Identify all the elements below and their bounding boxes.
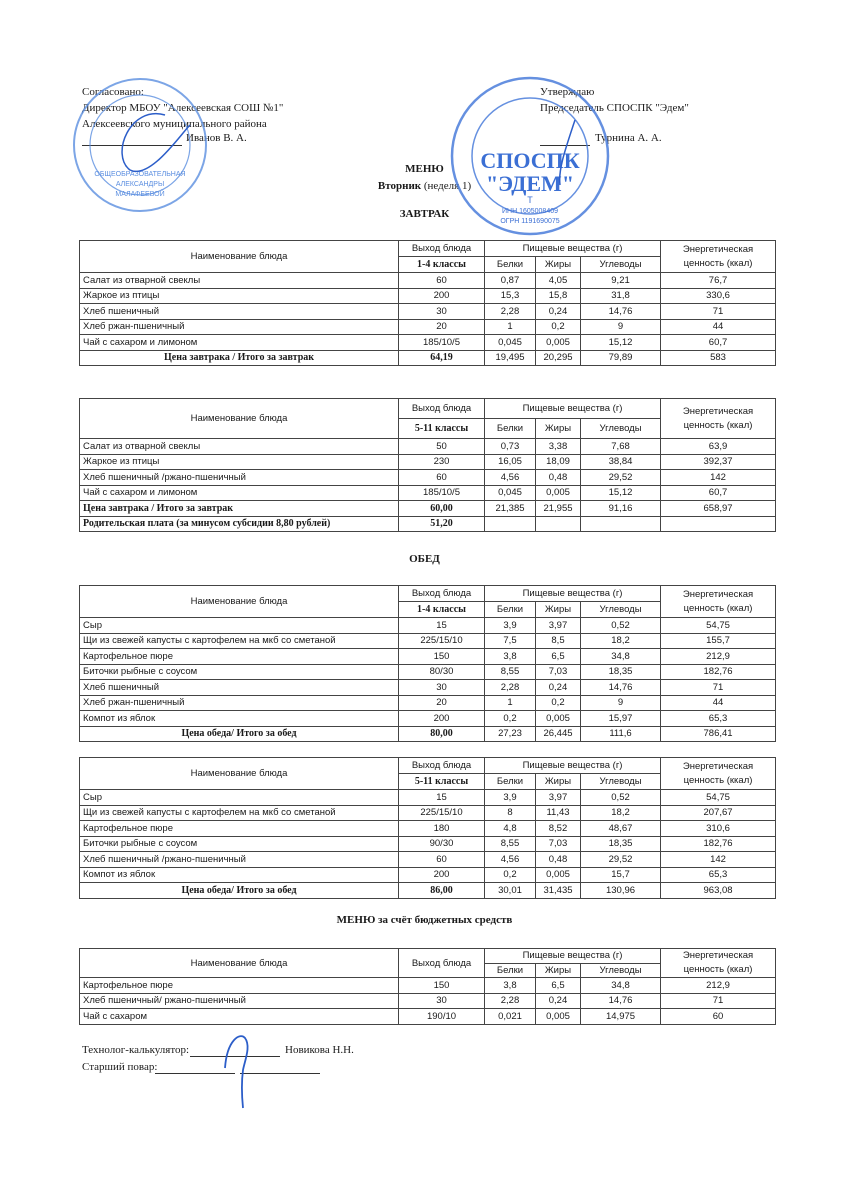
energy — [661, 516, 776, 532]
carbs: 15,7 — [581, 867, 661, 883]
carbs: 0,52 — [581, 790, 661, 806]
parent-fee-row — [80, 516, 776, 532]
protein: 2,28 — [485, 304, 536, 320]
protein: 3,9 — [485, 618, 536, 634]
fat: 0,48 — [536, 852, 581, 868]
dish-name: Биточки рыбные с соусом — [80, 664, 399, 680]
carbs: 15,12 — [581, 335, 661, 351]
protein: 19,495 — [485, 350, 536, 366]
header-nutrients: Пищевые вещества (г) — [485, 949, 661, 964]
protein: 15,3 — [485, 288, 536, 304]
stamp-main-text: СПОСПК — [480, 148, 580, 173]
fat: 7,03 — [536, 664, 581, 680]
energy: 65,3 — [661, 867, 776, 883]
yield: 180 — [399, 821, 485, 837]
energy: 330,6 — [661, 288, 776, 304]
fat: 21,955 — [536, 501, 581, 517]
header-nutrients: Пищевые вещества (г) — [485, 758, 661, 774]
dish-name: Чай с сахаром — [80, 1009, 399, 1025]
protein: 0,73 — [485, 439, 536, 455]
dish-name: Щи из свежей капусты с картофелем на мкб со сметаной — [80, 633, 399, 649]
energy: 71 — [661, 304, 776, 320]
carbs: 14,975 — [581, 1009, 661, 1025]
table-row — [80, 978, 776, 994]
carbs: 34,8 — [581, 978, 661, 994]
yield: 150 — [399, 649, 485, 665]
energy: 44 — [661, 695, 776, 711]
table-row — [80, 470, 776, 486]
header-yield: Выход блюда — [399, 758, 485, 774]
energy: 71 — [661, 680, 776, 696]
dish-name: Хлеб пшеничный /ржано-пшеничный — [80, 470, 399, 486]
dish-name: Хлеб пшеничный/ ржано-пшеничный — [80, 993, 399, 1009]
protein: 8,55 — [485, 836, 536, 852]
energy: 76,7 — [661, 273, 776, 289]
carbs: 14,76 — [581, 993, 661, 1009]
table-row — [80, 454, 776, 470]
header-dish-name: Наименование блюда — [80, 399, 399, 439]
protein: 4,56 — [485, 470, 536, 486]
header-protein: Белки — [485, 602, 536, 618]
carbs: 34,8 — [581, 649, 661, 665]
protein: 2,28 — [485, 680, 536, 696]
yield: 15 — [399, 618, 485, 634]
energy: 60,7 — [661, 335, 776, 351]
energy: 54,75 — [661, 790, 776, 806]
header-row — [80, 399, 776, 419]
stamp-letter: Т — [527, 195, 533, 205]
header-fat: Жиры — [536, 419, 581, 439]
header-energy: Энергетическая ценность (ккал) — [661, 241, 776, 273]
table-row — [80, 649, 776, 665]
yield: 30 — [399, 304, 485, 320]
header-fat: Жиры — [536, 774, 581, 790]
energy: 786,41 — [661, 726, 776, 742]
yield: 15 — [399, 790, 485, 806]
table-row — [80, 867, 776, 883]
header-yield: Выход блюда — [399, 949, 485, 978]
yield: 90/30 — [399, 836, 485, 852]
header-fat: Жиры — [536, 963, 581, 978]
fat: 0,24 — [536, 680, 581, 696]
header-fat: Жиры — [536, 257, 581, 273]
fat: 3,38 — [536, 439, 581, 455]
dish-name: Биточки рыбные с соусом — [80, 836, 399, 852]
protein: 0,2 — [485, 867, 536, 883]
fat: 31,435 — [536, 883, 581, 899]
dish-name: Хлеб ржан-пшеничный — [80, 695, 399, 711]
dish-name: Хлеб ржан-пшеничный — [80, 319, 399, 335]
fat: 15,8 — [536, 288, 581, 304]
week-label: (неделя 1) — [421, 180, 472, 192]
header-protein: Белки — [485, 774, 536, 790]
fat: 4,05 — [536, 273, 581, 289]
breakfast-title: ЗАВТРАК — [399, 208, 450, 220]
breakfast-table-5-11 — [79, 398, 776, 532]
approve-signature-line — [540, 133, 590, 146]
dish-name: Компот из яблок — [80, 711, 399, 727]
fat: 0,005 — [536, 335, 581, 351]
protein: 8,55 — [485, 664, 536, 680]
yield: 230 — [399, 454, 485, 470]
header-yield: Выход блюда — [399, 399, 485, 419]
energy: 392,37 — [661, 454, 776, 470]
protein: 1 — [485, 319, 536, 335]
total-row — [80, 726, 776, 742]
energy: 583 — [661, 350, 776, 366]
protein: 8 — [485, 805, 536, 821]
yield: 60,00 — [399, 501, 485, 517]
header-carbs: Углеводы — [581, 963, 661, 978]
cook-signature-line-2 — [240, 1061, 320, 1074]
table-row — [80, 618, 776, 634]
table-row — [80, 680, 776, 696]
carbs: 15,12 — [581, 485, 661, 501]
table-row — [80, 821, 776, 837]
energy: 142 — [661, 470, 776, 486]
energy: 60 — [661, 1009, 776, 1025]
budget-table — [79, 948, 776, 1025]
carbs: 31,8 — [581, 288, 661, 304]
carbs: 48,67 — [581, 821, 661, 837]
table-row — [80, 852, 776, 868]
yield: 51,20 — [399, 516, 485, 532]
fat: 11,43 — [536, 805, 581, 821]
protein: 3,8 — [485, 649, 536, 665]
cook-label: Старший повар: — [82, 1061, 158, 1073]
carbs — [581, 516, 661, 532]
yield: 60 — [399, 273, 485, 289]
energy: 963,08 — [661, 883, 776, 899]
yield: 150 — [399, 978, 485, 994]
protein: 7,5 — [485, 633, 536, 649]
yield: 64,19 — [399, 350, 485, 366]
dish-name: Хлеб пшеничный — [80, 680, 399, 696]
header-energy: Энергетическая ценность (ккал) — [661, 949, 776, 978]
carbs: 29,52 — [581, 852, 661, 868]
dish-name: Цена обеда/ Итого за обед — [80, 883, 399, 899]
protein: 4,56 — [485, 852, 536, 868]
technologist-signature-line — [190, 1044, 280, 1057]
agreed-signature-line — [82, 133, 182, 146]
lunch-table-1-4 — [79, 585, 776, 742]
protein: 0,87 — [485, 273, 536, 289]
yield: 185/10/5 — [399, 485, 485, 501]
protein: 4,8 — [485, 821, 536, 837]
energy: 60,7 — [661, 485, 776, 501]
yield: 225/15/10 — [399, 633, 485, 649]
header-class-group: 1-4 классы — [399, 257, 485, 273]
energy: 207,67 — [661, 805, 776, 821]
header-carbs: Углеводы — [581, 419, 661, 439]
fat: 26,445 — [536, 726, 581, 742]
dish-name: Сыр — [80, 618, 399, 634]
total-row — [80, 883, 776, 899]
energy: 54,75 — [661, 618, 776, 634]
approve-name: Турнина А. А. — [595, 132, 662, 144]
fat: 8,5 — [536, 633, 581, 649]
agreed-district: Алексеевского муниципального района — [82, 118, 267, 130]
header-row — [80, 586, 776, 602]
yield: 86,00 — [399, 883, 485, 899]
carbs: 9 — [581, 319, 661, 335]
energy: 44 — [661, 319, 776, 335]
fat: 0,005 — [536, 867, 581, 883]
fat: 8,52 — [536, 821, 581, 837]
energy: 63,9 — [661, 439, 776, 455]
carbs: 18,35 — [581, 836, 661, 852]
yield: 20 — [399, 695, 485, 711]
carbs: 29,52 — [581, 470, 661, 486]
table-row — [80, 695, 776, 711]
yield: 50 — [399, 439, 485, 455]
yield: 200 — [399, 288, 485, 304]
yield: 30 — [399, 680, 485, 696]
header-dish-name: Наименование блюда — [80, 758, 399, 790]
carbs: 9,21 — [581, 273, 661, 289]
protein: 3,9 — [485, 790, 536, 806]
yield: 60 — [399, 852, 485, 868]
agreed-name: Иванов В. А. — [186, 132, 247, 144]
lunch-title: ОБЕД — [409, 553, 440, 565]
energy: 142 — [661, 852, 776, 868]
breakfast-table-1-4 — [79, 240, 776, 366]
total-row — [80, 501, 776, 517]
fat: 0,005 — [536, 485, 581, 501]
energy: 71 — [661, 993, 776, 1009]
carbs: 14,76 — [581, 680, 661, 696]
fat: 0,24 — [536, 304, 581, 320]
carbs: 15,97 — [581, 711, 661, 727]
protein — [485, 516, 536, 532]
carbs: 91,16 — [581, 501, 661, 517]
menu-title: МЕНЮ — [405, 163, 444, 175]
protein: 0,021 — [485, 1009, 536, 1025]
header-class-group: 5-11 классы — [399, 774, 485, 790]
header-row — [80, 241, 776, 257]
approve-chair: Председатель СПОСПК "Эдем" — [540, 102, 689, 114]
header-yield: Выход блюда — [399, 241, 485, 257]
header-energy: Энергетическая ценность (ккал) — [661, 399, 776, 439]
table-row — [80, 633, 776, 649]
fat: 0,2 — [536, 695, 581, 711]
carbs: 18,2 — [581, 633, 661, 649]
agreed-director: Директор МБОУ "Алексеевская СОШ №1" — [82, 102, 284, 114]
carbs: 18,35 — [581, 664, 661, 680]
lunch-table-5-11 — [79, 757, 776, 899]
dish-name: Чай с сахаром и лимоном — [80, 485, 399, 501]
protein: 0,045 — [485, 335, 536, 351]
yield: 20 — [399, 319, 485, 335]
menu-day — [0, 180, 849, 192]
dish-name: Жаркое из птицы — [80, 454, 399, 470]
protein: 16,05 — [485, 454, 536, 470]
carbs: 79,89 — [581, 350, 661, 366]
header-dish-name: Наименование блюда — [80, 241, 399, 273]
protein: 21,385 — [485, 501, 536, 517]
yield: 80,00 — [399, 726, 485, 742]
table-row — [80, 485, 776, 501]
header-protein: Белки — [485, 257, 536, 273]
table-row — [80, 273, 776, 289]
table-row — [80, 836, 776, 852]
fat: 6,5 — [536, 978, 581, 994]
header-row — [80, 758, 776, 774]
fat: 0,2 — [536, 319, 581, 335]
energy: 155,7 — [661, 633, 776, 649]
cook-signature-line — [155, 1061, 235, 1074]
header-carbs: Углеводы — [581, 257, 661, 273]
header-class-group: 5-11 классы — [399, 419, 485, 439]
protein: 30,01 — [485, 883, 536, 899]
dish-name: Хлеб пшеничный /ржано-пшеничный — [80, 852, 399, 868]
table-row — [80, 993, 776, 1009]
header-row — [80, 949, 776, 964]
protein: 0,2 — [485, 711, 536, 727]
dish-name: Жаркое из птицы — [80, 288, 399, 304]
yield: 80/30 — [399, 664, 485, 680]
header-energy: Энергетическая ценность (ккал) — [661, 586, 776, 618]
energy: 658,97 — [661, 501, 776, 517]
header-protein: Белки — [485, 963, 536, 978]
budget-menu-title: МЕНЮ за счёт бюджетных средств — [336, 914, 513, 926]
dish-name: Сыр — [80, 790, 399, 806]
fat: 0,005 — [536, 1009, 581, 1025]
dish-name: Цена завтрака / Итого за завтрак — [80, 350, 399, 366]
fat — [536, 516, 581, 532]
yield: 30 — [399, 993, 485, 1009]
energy: 212,9 — [661, 978, 776, 994]
svg-text:АЛЕКСАНДРЫ: АЛЕКСАНДРЫ — [115, 181, 165, 188]
fat: 20,295 — [536, 350, 581, 366]
yield: 225/15/10 — [399, 805, 485, 821]
svg-text:МАЛАФЕЕВОЙ: МАЛАФЕЕВОЙ — [115, 191, 165, 198]
yield: 200 — [399, 711, 485, 727]
energy: 310,6 — [661, 821, 776, 837]
dish-name: Салат из отварной свеклы — [80, 273, 399, 289]
header-dish-name: Наименование блюда — [80, 949, 399, 978]
yield: 60 — [399, 470, 485, 486]
header-nutrients: Пищевые вещества (г) — [485, 586, 661, 602]
header-carbs: Углеводы — [581, 602, 661, 618]
total-row — [80, 350, 776, 366]
stamp-inn: ИНН 1605008409 — [501, 208, 559, 215]
fat: 3,97 — [536, 618, 581, 634]
header-nutrients: Пищевые вещества (г) — [485, 399, 661, 419]
table-row — [80, 319, 776, 335]
day-name: Вторник — [377, 180, 422, 192]
carbs: 0,52 — [581, 618, 661, 634]
approve-label: Утверждаю — [540, 86, 595, 98]
table-row — [80, 790, 776, 806]
header-nutrients: Пищевые вещества (г) — [485, 241, 661, 257]
table-row — [80, 711, 776, 727]
fat: 18,09 — [536, 454, 581, 470]
header-energy: Энергетическая ценность (ккал) — [661, 758, 776, 790]
protein: 3,8 — [485, 978, 536, 994]
dish-name: Картофельное пюре — [80, 821, 399, 837]
dish-name: Картофельное пюре — [80, 649, 399, 665]
header-yield: Выход блюда — [399, 586, 485, 602]
carbs: 111,6 — [581, 726, 661, 742]
table-row — [80, 805, 776, 821]
dish-name: Компот из яблок — [80, 867, 399, 883]
energy: 182,76 — [661, 836, 776, 852]
yield: 190/10 — [399, 1009, 485, 1025]
table-row — [80, 664, 776, 680]
dish-name: Картофельное пюре — [80, 978, 399, 994]
technologist-name: Новикова Н.Н. — [285, 1044, 354, 1056]
fat: 0,005 — [536, 711, 581, 727]
dish-name: Салат из отварной свеклы — [80, 439, 399, 455]
header-fat: Жиры — [536, 602, 581, 618]
svg-text:ОБЩЕОБРАЗОВАТЕЛЬНАЯ: ОБЩЕОБРАЗОВАТЕЛЬНАЯ — [94, 171, 186, 178]
fat: 0,24 — [536, 993, 581, 1009]
yield: 185/10/5 — [399, 335, 485, 351]
table-row — [80, 439, 776, 455]
energy: 212,9 — [661, 649, 776, 665]
carbs: 7,68 — [581, 439, 661, 455]
table-row — [80, 288, 776, 304]
fat: 6,5 — [536, 649, 581, 665]
stamp-main-text-2: "ЭДЕМ" — [485, 171, 575, 196]
dish-name: Цена обеда/ Итого за обед — [80, 726, 399, 742]
carbs: 14,76 — [581, 304, 661, 320]
carbs: 9 — [581, 695, 661, 711]
protein: 27,23 — [485, 726, 536, 742]
protein: 1 — [485, 695, 536, 711]
dish-name: Щи из свежей капусты с картофелем на мкб со сметаной — [80, 805, 399, 821]
carbs: 18,2 — [581, 805, 661, 821]
energy: 182,76 — [661, 664, 776, 680]
dish-name: Хлеб пшеничный — [80, 304, 399, 320]
table-row — [80, 304, 776, 320]
technologist-label: Технолог-калькулятор: — [82, 1044, 190, 1056]
fat: 0,48 — [536, 470, 581, 486]
dish-name: Чай с сахаром и лимоном — [80, 335, 399, 351]
energy: 65,3 — [661, 711, 776, 727]
agreed-label: Согласовано: — [82, 86, 144, 98]
yield: 200 — [399, 867, 485, 883]
header-protein: Белки — [485, 419, 536, 439]
header-dish-name: Наименование блюда — [80, 586, 399, 618]
header-class-group: 1-4 классы — [399, 602, 485, 618]
stamp-ogrn: ОГРН 1191690075 — [500, 218, 560, 225]
dish-name: Цена завтрака / Итого за завтрак — [80, 501, 399, 517]
table-row — [80, 1009, 776, 1025]
carbs: 38,84 — [581, 454, 661, 470]
fat: 7,03 — [536, 836, 581, 852]
protein: 0,045 — [485, 485, 536, 501]
table-row — [80, 335, 776, 351]
dish-name: Родительская плата (за минусом субсидии 8,80 рублей) — [80, 516, 399, 532]
fat: 3,97 — [536, 790, 581, 806]
carbs: 130,96 — [581, 883, 661, 899]
header-carbs: Углеводы — [581, 774, 661, 790]
protein: 2,28 — [485, 993, 536, 1009]
